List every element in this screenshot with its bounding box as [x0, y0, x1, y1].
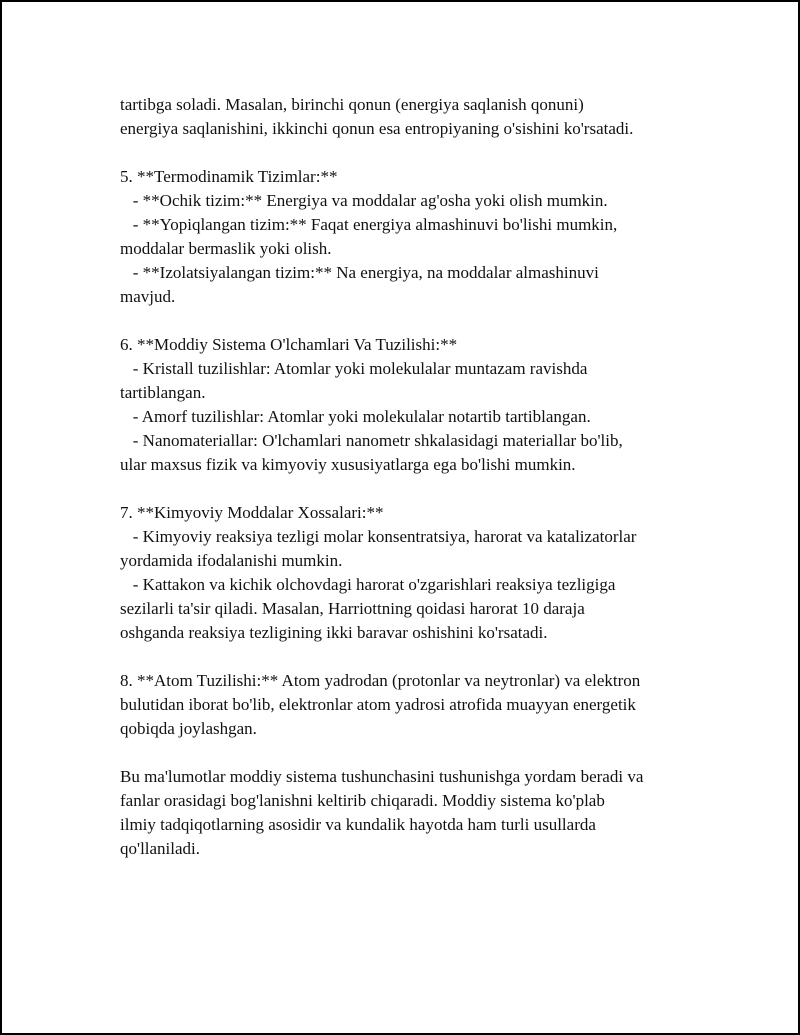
text-line: ilmiy tadqiqotlarning asosidir va kundalik hayotda ham turli usullarda — [120, 815, 596, 834]
text-line: moddalar bermaslik yoki olish. — [120, 239, 332, 258]
text-line: 6. **Moddiy Sistema O'lchamlari Va Tuzilishi:** — [120, 335, 458, 354]
text-line: qo'llaniladi. — [120, 839, 201, 858]
text-line: - Kimyoviy reaksiya tezligi molar konsentratsiya, harorat va katalizatorlar — [120, 527, 637, 546]
text-line: oshganda reaksiya tezligining ikki baravar oshishini ko'rsatadi. — [120, 623, 548, 642]
text-line: fanlar orasidagi bog'lanishni keltirib chiqaradi. Moddiy sistema ko'plab — [120, 791, 605, 810]
text-line: qobiqda joylashgan. — [120, 719, 257, 738]
text-line: Bu ma'lumotlar moddiy sistema tushunchasini tushunishga yordam beradi va — [120, 767, 644, 786]
text-line: - Amorf tuzilishlar: Atomlar yoki molekulalar notartib tartiblangan. — [120, 407, 591, 426]
text-line: - **Ochik tizim:** Energiya va moddalar ag'osha yoki olish mumkin. — [120, 191, 608, 210]
text-line: bulutidan iborat bo'lib, elektronlar atom yadrosi atrofida muayyan energetik — [120, 695, 636, 714]
text-line: - Kristall tuzilishlar: Atomlar yoki molekulalar muntazam ravishda — [120, 359, 588, 378]
text-line: energiya saqlanishini, ikkinchi qonun esa entropiyaning o'sishini ko'rsatadi. — [120, 119, 634, 138]
text-line: - **Izolatsiyalangan tizim:** Na energiya, na moddalar almashinuvi — [120, 263, 599, 282]
text-line: yordamida ifodalanishi mumkin. — [120, 551, 343, 570]
text-line: mavjud. — [120, 287, 176, 306]
blank-line — [120, 741, 720, 765]
blank-line — [120, 141, 720, 165]
text-line: 8. **Atom Tuzilishi:** Atom yadrodan (protonlar va neytronlar) va elektron — [120, 671, 641, 690]
text-line: - Kattakon va kichik olchovdagi harorat o'zgarishlari reaksiya tezligiga — [120, 575, 616, 594]
text-line: ular maxsus fizik va kimyoviy xususiyatlarga ega bo'lishi mumkin. — [120, 455, 576, 474]
text-line: - Nanomateriallar: O'lchamlari nanometr shkalasidagi materiallar bo'lib, — [120, 431, 623, 450]
blank-line — [120, 645, 720, 669]
text-line: tartibga soladi. Masalan, birinchi qonun (energiya saqlanish qonuni) — [120, 95, 584, 114]
text-line: sezilarli ta'sir qiladi. Masalan, Harriottning qoidasi harorat 10 daraja — [120, 599, 585, 618]
text-line: 7. **Kimyoviy Moddalar Xossalari:** — [120, 503, 384, 522]
blank-line — [120, 309, 720, 333]
text-line: tartiblangan. — [120, 383, 206, 402]
blank-line — [120, 477, 720, 501]
document-text — [120, 93, 720, 861]
text-line: 5. **Termodinamik Tizimlar:** — [120, 167, 338, 186]
text-line: - **Yopiqlangan tizim:** Faqat energiya almashinuvi bo'lishi mumkin, — [120, 215, 618, 234]
